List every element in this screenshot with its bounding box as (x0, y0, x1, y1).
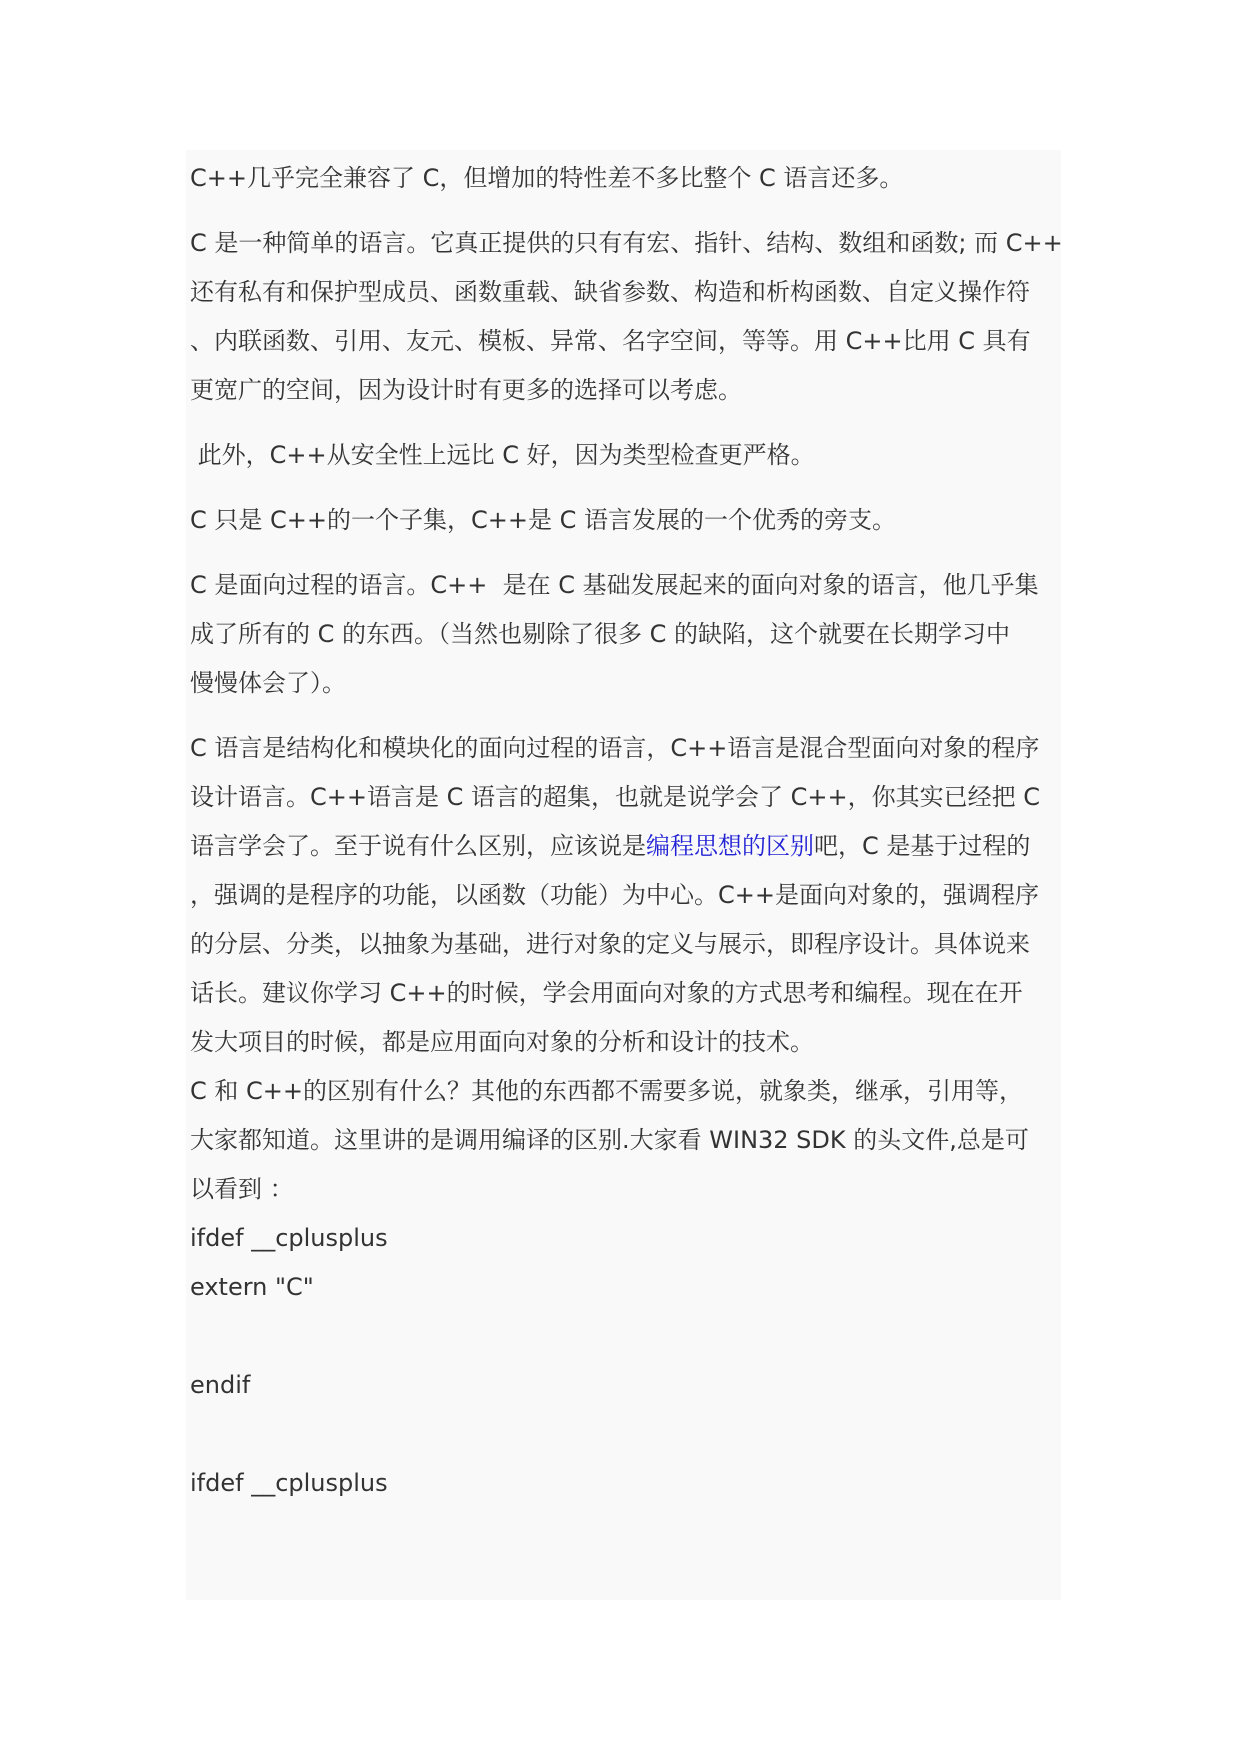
paragraph-6 (190, 724, 1057, 1067)
text-line: 慢慢体会了）。 (190, 669, 346, 697)
text-fragment: 吧，C 是基于过程的 (814, 832, 1031, 860)
text-line: C 和 C++的区别有什么？其他的东西都不需要多说，就象类，继承，引用等， (190, 1077, 1023, 1105)
text-line: C 只是 C++的一个子集，C++是 C 语言发展的一个优秀的旁支。 (190, 506, 896, 534)
code-line: ifdef __cplusplus (190, 1469, 388, 1497)
text-line: 的分层、分类，以抽象为基础，进行对象的定义与展示，即程序设计。具体说来 (190, 930, 1030, 958)
text-line: C 语言是结构化和模块化的面向过程的语言，C++语言是混合型面向对象的程序 (190, 734, 1040, 762)
text-line: 设计语言。C++语言是 C 语言的超集，也就是说学会了 C++，你其实已经把 C (190, 783, 1040, 811)
text-line: C 是一种简单的语言。它真正提供的只有有宏、指针、结构、数组和函数; 而 C++ (190, 229, 1063, 257)
code-block (190, 1214, 1057, 1508)
text-line: 发大项目的时候，都是应用面向对象的分析和设计的技术。 (190, 1028, 814, 1056)
paragraph-7 (190, 1067, 1057, 1214)
text-line: 大家都知道。这里讲的是调用编译的区别.大家看 WIN32 SDK 的头文件,总是可 (190, 1126, 1029, 1154)
text-line: 更宽广的空间，因为设计时有更多的选择可以考虑。 (190, 376, 742, 404)
paragraph-2 (190, 219, 1063, 415)
paragraph-3 (190, 431, 1057, 480)
text-line: C 是面向过程的语言。C++ 是在 C 基础发展起来的面向对象的语言，他几乎集 (190, 571, 1039, 599)
text-fragment: 语言学会了。至于说有什么区别，应该说是 (190, 832, 646, 860)
text-line: 成了所有的 C 的东西。（当然也剔除了很多 C 的缺陷，这个就要在长期学习中 (190, 620, 1011, 648)
code-line: ifdef __cplusplus (190, 1224, 388, 1252)
document-body (186, 150, 1061, 1600)
text-line: C++几乎完全兼容了 C，但增加的特性差不多比整个 C 语言还多。 (190, 164, 904, 192)
code-line: endif (190, 1371, 251, 1399)
paragraph-1 (190, 154, 1057, 203)
code-line: extern "C" (190, 1273, 314, 1301)
paragraph-5 (190, 561, 1057, 708)
programming-thought-link[interactable]: 编程思想的区别 (646, 832, 814, 860)
text-line: 以看到 ： (190, 1175, 294, 1203)
paragraph-4 (190, 496, 1057, 545)
text-line-with-link (190, 822, 1057, 871)
text-line: 此外，C++从安全性上远比 C 好，因为类型检查更严格。 (190, 441, 815, 469)
text-line: 、内联函数、引用、友元、模板、异常、名字空间，等等。用 C++比用 C 具有 (190, 327, 1031, 355)
text-line: 话长。建议你学习 C++的时候，学会用面向对象的方式思考和编程。现在在开 (190, 979, 1023, 1007)
text-line: 还有私有和保护型成员、函数重载、缺省参数、构造和析构函数、自定义操作符 (190, 278, 1030, 306)
text-line: ，强调的是程序的功能，以函数（功能）为中心。C++是面向对象的，强调程序 (190, 881, 1039, 909)
